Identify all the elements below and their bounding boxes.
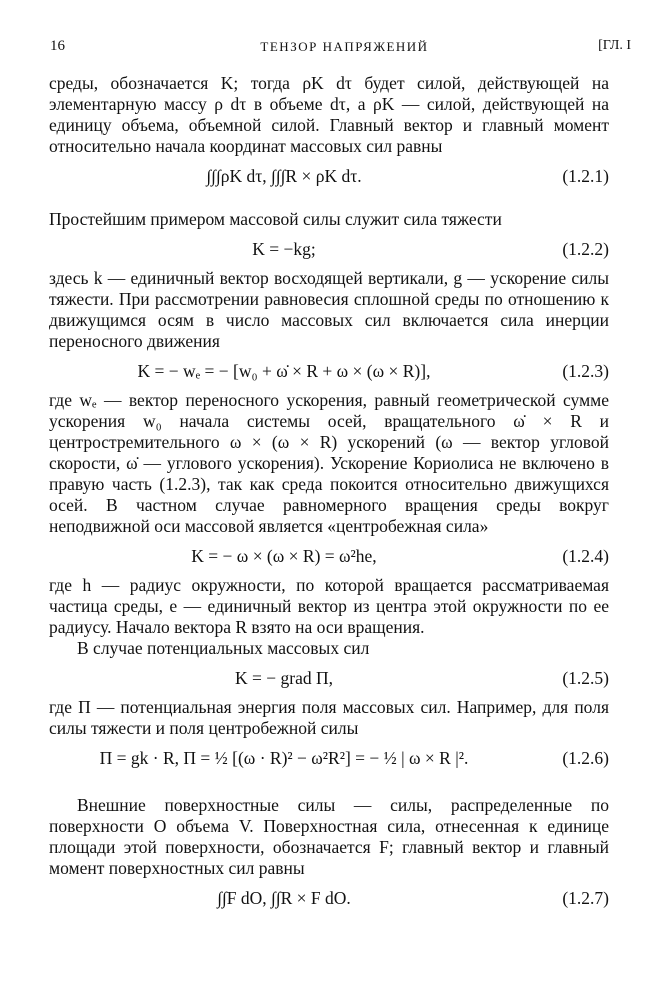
paragraph-2: Простейшим примером массовой силы служит сила тяжести xyxy=(49,209,502,229)
equation-formula: K = − wₑ = − [w₀ + ω̇ × R + ω × (ω × R)], xyxy=(137,361,431,381)
equation-number: (1.2.2) xyxy=(562,239,609,259)
equation-number: (1.2.5) xyxy=(562,668,609,688)
equation-formula: K = − grad Π, xyxy=(235,668,333,688)
running-title: ТЕНЗОР НАПРЯЖЕНИЙ xyxy=(260,39,429,54)
page-body xyxy=(49,73,609,931)
paragraph-7: где Π — потенциальная энергия поля массовых сил. Например, для поля силы тяжести и поля центробежной силы xyxy=(49,697,609,738)
equation-number: (1.2.1) xyxy=(562,166,609,186)
equation-formula: Π = gk · R, Π = ½ [(ω · R)² − ω²R²] = − ½ | ω × R |². xyxy=(99,748,469,768)
paragraph-1: среды, обозначается K; тогда ρK dτ будет силой, действующей на элементарную массу ρ dτ в объеме dτ, а ρK — силой, действующей на единицу объема, объемной силой. Главный вектор и главный момент относительно начала координат массовых сил равны xyxy=(49,73,609,156)
equation-formula: K = − ω × (ω × R) = ω²he, xyxy=(191,546,377,566)
chapter-marker: [ГЛ. I xyxy=(598,38,631,53)
equation-1-2-2 xyxy=(49,230,609,268)
paragraph-5: где h — радиус окружности, по которой вращается рассматриваемая частица среды, e — единичный вектор из центра этой окружности по ее радиусу. Начало вектора R взято на оси вращения. xyxy=(49,575,609,637)
paragraph-6: В случае потенциальных массовых сил xyxy=(77,638,370,658)
equation-1-2-5 xyxy=(49,659,609,697)
equation-1-2-3 xyxy=(49,352,609,390)
equation-formula: ∫∫∫ρK dτ, ∫∫∫R × ρK dτ. xyxy=(206,166,362,186)
equation-formula: K = −kg; xyxy=(252,239,316,259)
equation-1-2-7 xyxy=(49,879,609,931)
paragraph-4: где wₑ — вектор переносного ускорения, равный геометрической сумме ускорения w₀ начала системы осей, вращательного ω̇ × R и центростремительного ω × (ω × R) ускорений (ω — вектор угловой скорости, ω̇ — углового ускорения). Ускорение Кориолиса не включено в правую часть (1.2.3), так как среда покоится относительно движущихся осей. В частном случае равномерного вращения среды вокруг неподвижной оси массовой является «центробежная сила» xyxy=(49,390,609,536)
equation-formula: ∫∫F dO, ∫∫R × F dO. xyxy=(217,888,351,908)
running-header xyxy=(50,38,639,62)
paragraph-3: здесь k — единичный вектор восходящей вертикали, g — ускорение силы тяжести. При рассмотрении равновесия сплошной среды по отношению к движущимся осям в число массовых сил включается сила инерции переносного движения xyxy=(49,268,609,351)
paragraph-8: Внешние поверхностные силы — силы, распределенные по поверхности O объема V. Поверхностная сила, отнесенная к единице площади этой поверхности, обозначается F; главный вектор и главный момент поверхностных сил равны xyxy=(49,795,609,878)
equation-number: (1.2.6) xyxy=(562,748,609,768)
equation-1-2-6 xyxy=(49,739,609,791)
equation-number: (1.2.7) xyxy=(562,888,609,908)
equation-1-2-1 xyxy=(49,157,609,209)
equation-number: (1.2.3) xyxy=(562,361,609,381)
equation-number: (1.2.4) xyxy=(562,546,609,566)
equation-1-2-4 xyxy=(49,537,609,575)
page-number: 16 xyxy=(50,38,65,54)
